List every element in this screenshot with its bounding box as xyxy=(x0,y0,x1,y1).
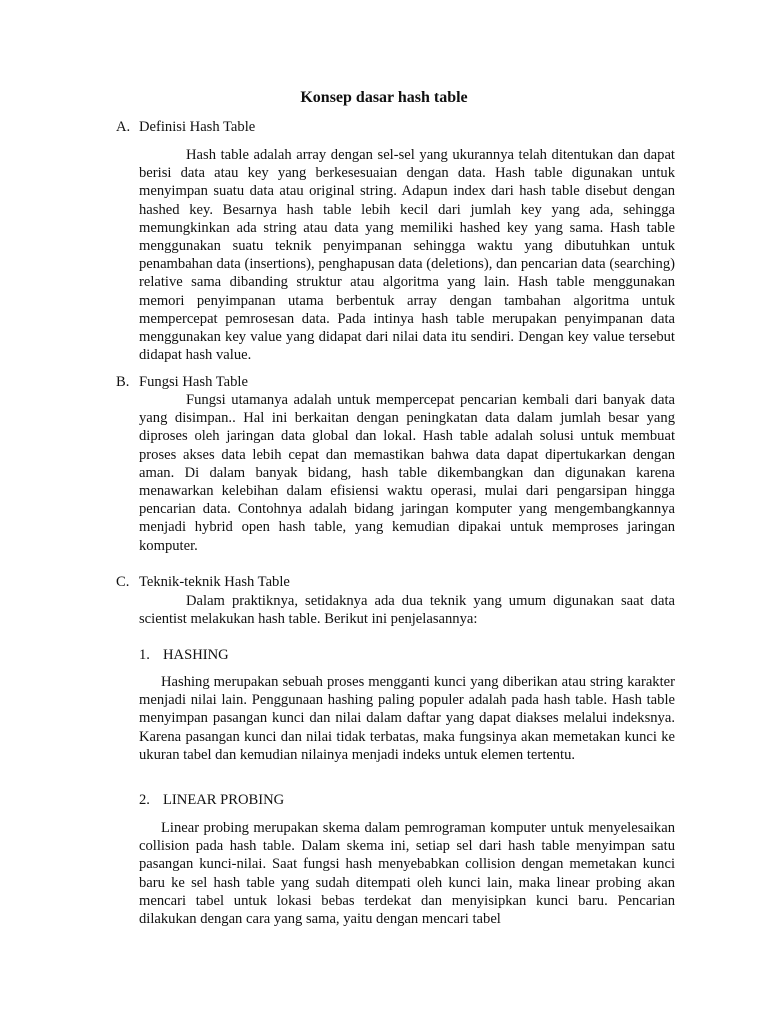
section-heading-c xyxy=(116,573,290,591)
page-title: Konsep dasar hash table xyxy=(300,89,468,106)
section-marker: A. xyxy=(116,119,131,135)
section-marker: B. xyxy=(116,374,130,390)
subsection-heading-1 xyxy=(139,646,229,664)
section-paragraph-a: Hash table adalah array dengan sel-sel yang ukurannya telah ditentukan dan dapat berisi data atau key yang berkesesuaian dengan data. Hash table digunakan untuk menyimpan suatu data atau original string. Adapun index dari hash table disebut dengan hashed key. Besarnya hash table lebih kecil dari jumlah key yang ada, sehingga memungkinkan ada string atau data yang memiliki hashed key yang sama. Hash table menggunakan suatu teknik penyimpanan sehingga waktu yang dibutuhkan untuk penambahan data (insertions), penghapusan data (deletions), dan pencarian data (searching) relative sama dibanding struktur atau algoritma yang lain. Hash table menggunakan memori penyimpanan utama berbentuk array dengan tambahan algoritma untuk mempercepat pemrosesan data. Pada intinya hash table merupakan penyimpanan data menggunakan key value yang didapat dari nilai data itu sendiri. Dengan key value tersebut didapat hash value. xyxy=(139,147,675,364)
section-heading-b xyxy=(116,373,248,391)
subsection-paragraph-2: Linear probing merupakan skema dalam pemrograman komputer untuk menyelesaikan collision pada hash table. Dalam skema ini, setiap sel dari hash table menyimpan satu pasangan kunci-nilai. Saat fungsi hash menyebabkan collision dengan memetakan kunci baru ke sel hash table yang sudah ditempati oleh kunci lain, maka linear probing akan mencari tabel untuk lokasi bebas terdekat dan menyisipkan kunci baru. Pencarian dilakukan dengan cara yang sama, yaitu dengan mencari tabel xyxy=(139,820,675,928)
section-paragraph-c: Dalam praktiknya, setidaknya ada dua teknik yang umum digunakan saat data scientist melakukan hash table. Berikut ini penjelasannya: xyxy=(139,593,675,628)
subsection-marker: 1. xyxy=(139,647,150,663)
subsection-heading-2 xyxy=(139,791,284,809)
subsection-heading-text: HASHING xyxy=(163,647,229,663)
subsection-marker: 2. xyxy=(139,792,150,808)
subsection-paragraph-1: Hashing merupakan sebuah proses mengganti kunci yang diberikan atau string karakter menjadi nilai lain. Penggunaan hashing paling populer adalah pada hash table. Hash table menyimpan pasangan kunci dan nilai dalam daftar yang dapat diakses melalui indeksnya. Karena pasangan kunci dan nilai tidak terbatas, maka fungsinya akan memetakan kunci ke ukuran tabel dan kemudian nilainya menjadi indeks untuk elemen tertentu. xyxy=(139,674,675,763)
section-heading-text: Teknik-teknik Hash Table xyxy=(139,574,290,590)
subsection-heading-text: LINEAR PROBING xyxy=(163,792,285,808)
section-heading-a xyxy=(116,118,255,136)
section-paragraph-b: Fungsi utamanya adalah untuk mempercepat pencarian kembali dari banyak data yang disimpan.. Hal ini berkaitan dengan peningkatan data dalam jumlah besar yang diproses oleh jaringan data global dan lokal. Hash table adalah solusi untuk membuat proses akses data lebih cepat dan memastikan bahwa data dapat dipertukarkan dengan aman. Di dalam banyak bidang, hash table dikembangkan dan digunakan karena menawarkan kelebihan dalam efisiensi waktu operasi, mulai dari pengarsipan hingga pencarian data. Contohnya adalah bidang jaringan komputer yang mengembangkannya menjadi hybrid open hash table, yang kemudian dipakai untuk memproses jaringan komputer. xyxy=(139,392,675,554)
section-heading-text: Definisi Hash Table xyxy=(139,119,256,135)
section-heading-text: Fungsi Hash Table xyxy=(139,374,248,390)
section-marker: C. xyxy=(116,574,130,590)
